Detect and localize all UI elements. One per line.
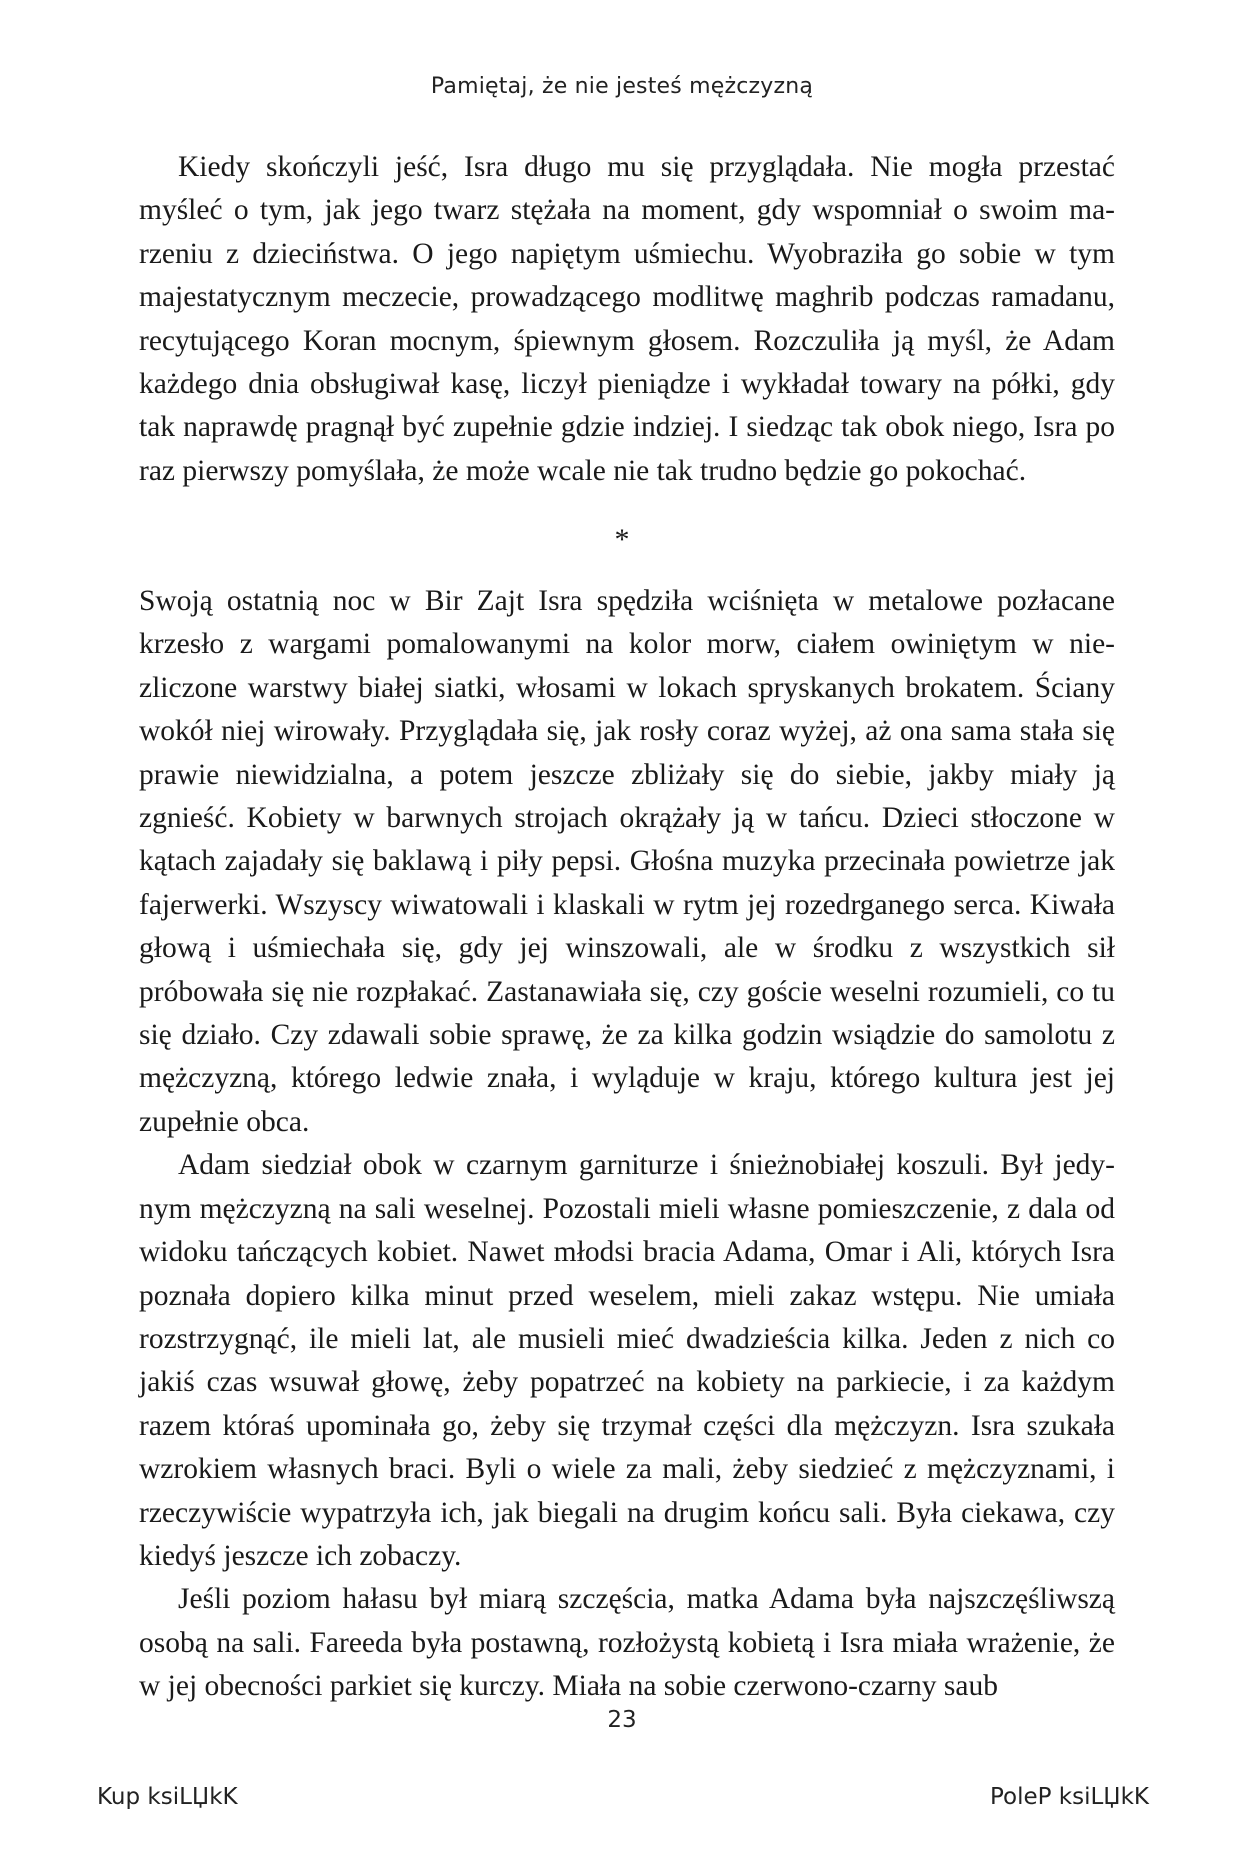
text-section-2 <box>139 580 1115 1709</box>
footer-link-recommend[interactable]: PoleP ksiLЏkK <box>989 1784 1149 1810</box>
paragraph: Adam siedział obok w czarnym garniturze i śnieżnobiałej koszuli. Był jedynym mężczyzną na sali weselnej. Pozostali mieli własne pomieszczenie, z dala od widoku tańczących kobiet. Nawet młodsi bracia Adama, Omar i Ali, których Isra poznała dopiero kilka minut przed weselem, mieli zakaz wstępu. Nie umiała rozstrzygnąć, ile mieli lat, ale musieli mieć dwadzieścia kilka. Jeden z nich co jakiś czas wsuwał głowę, żeby popatrzeć na kobiety na parkiecie, i za każdym razem któraś upominała go, żeby się trzymał części dla mężczyzn. Isra szukała wzrokiem własnych braci. Byli o wiele za mali, żeby siedzieć z mężczyznami, i rzeczywiście wypatrzyła ich, jak biegali na drugim końcu sali. Była ciekawa, czy kiedyś jeszcze ich zobaczy. <box>139 1149 1115 1572</box>
scene-break-asterisk: * <box>614 523 630 556</box>
paragraph: Swoją ostatnią noc w Bir Zajt Isra spędziła wciśnięta w metalowe pozłacane krzesło z wargami pomalowanymi na kolor morw, ciałem owiniętym w niezliczone warstwy białej siatki, włosami w lokach spryskanych brokatem. Ściany wokół niej wirowały. Przyglądała się, jak rosły coraz wyżej, aż ona sama stała się prawie niewidzialna, a potem jeszcze zbliżały się do siebie, jakby miały ją zgnieść. Kobiety w barwnych strojach okrążały ją w tańcu. Dzieci stłoczone w kątach zajadały się baklawą i piły pepsi. Głośna muzyka przecinała powietrze jak fajerwerki. Wszyscy wiwatowali i klaskali w rytm jej rozedrganego serca. Kiwała głową i uśmiechała się, gdy jej winszowali, ale w środku z wszystkich sił próbowała się nie rozpłakać. Zastanawiała się, czy goście weselni rozumieli, co tu się działo. Czy zdawali sobie sprawę, że za kilka godzin wsiądzie do samolotu z mężczyzną, którego ledwie znała, i wyląduje w kraju, którego kultura jest jej zupełnie obca. <box>139 585 1115 1138</box>
paragraph: Kiedy skończyli jeść, Isra długo mu się przyglądała. Nie mogła przestać myśleć o tym, jak jego twarz stężała na moment, gdy wspomniał o swoim marzeniu z dzieciństwa. O jego napiętym uśmiechu. Wyobraziła go sobie w tym majestatycznym meczecie, prowadzącego modlitwę maghrib podczas ramadanu, recytującego Koran mocnym, śpiewnym głosem. Rozczuliła ją myśl, że Adam każdego dnia obsługiwał kasę, liczył pieniądze i wykładał towary na półki, gdy tak naprawdę pragnął być zupełnie gdzie indziej. I siedząc tak obok niego, Isra po raz pierwszy pomyślała, że może wcale nie tak trudno będzie go pokochać. <box>139 151 1115 487</box>
text-section-1 <box>139 146 1115 493</box>
page-number: 23 <box>607 1707 637 1733</box>
running-head-title: Pamiętaj, że nie jesteś mężczyzną <box>430 74 814 99</box>
footer-link-buy[interactable]: Kup ksiLЏkK <box>97 1784 238 1810</box>
paragraph: Jeśli poziom hałasu był miarą szczęścia, matka Adama była najszczęśliwszą osobą na sali. Fareeda była postawną, rozłożystą kobietą i Isra miała wrażenie, że w jej obecności parkiet się kurczy. Miała na sobie czerwono-czarny saub <box>139 1583 1115 1703</box>
